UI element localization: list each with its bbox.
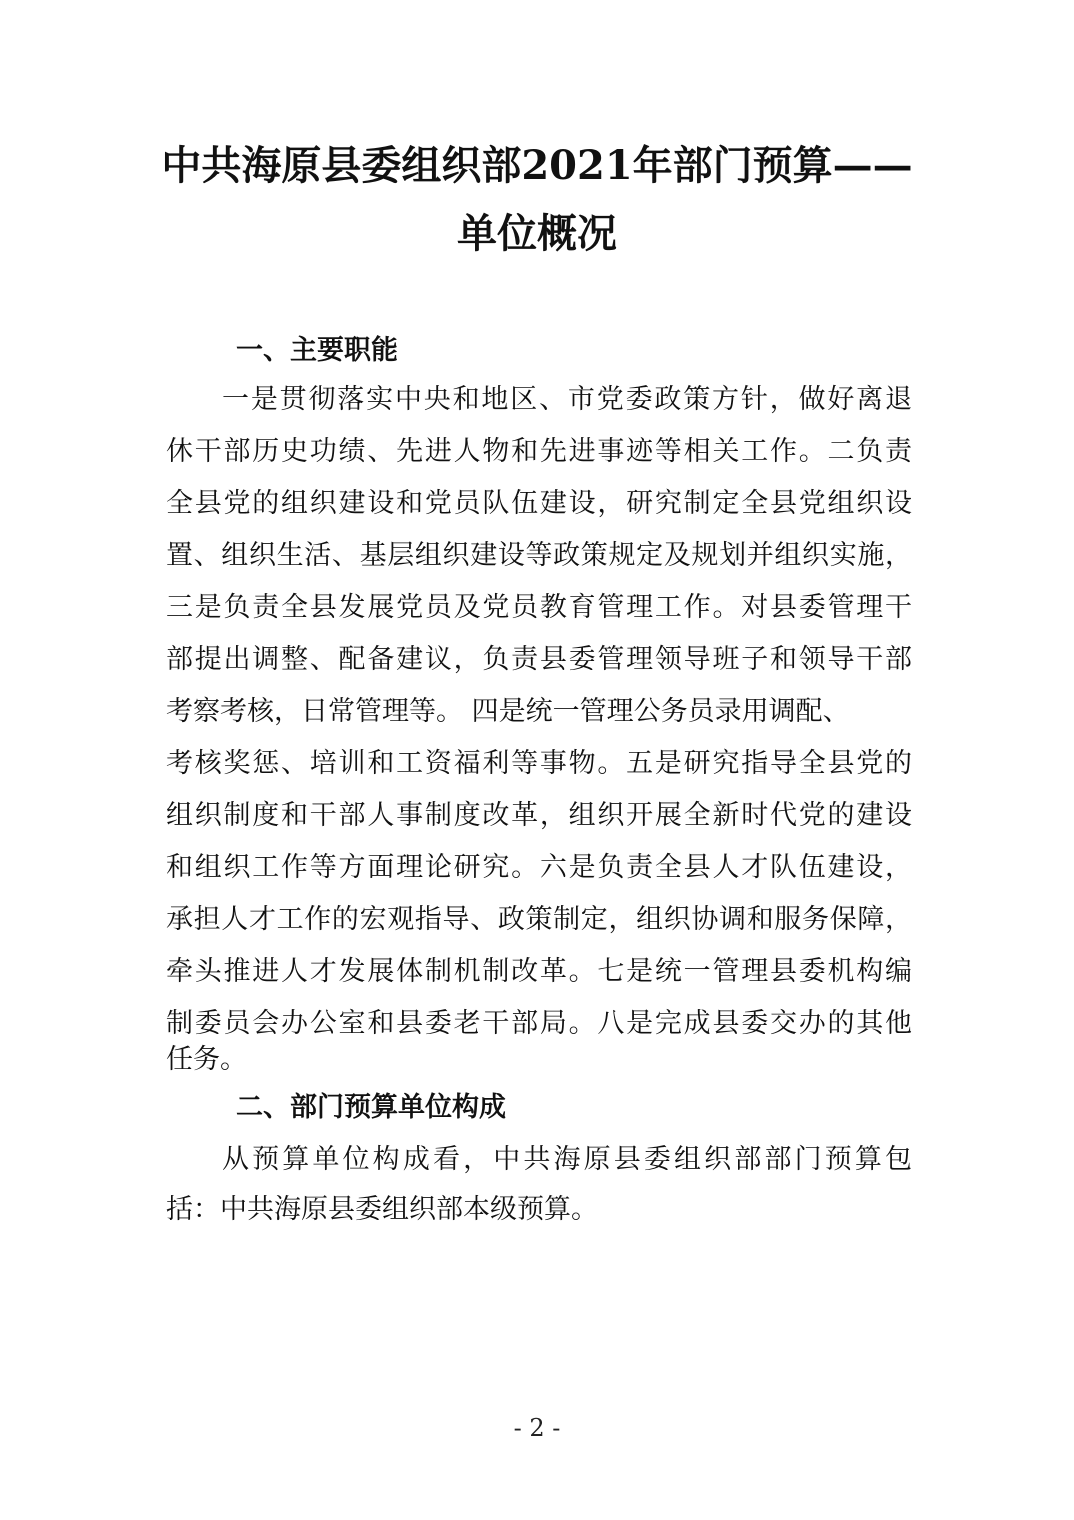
document-title-line-2: 单位概况 <box>457 210 617 257</box>
paragraph-line: 考核奖惩、培训和工资福利等事物。五是研究指导全县党的 <box>166 748 912 779</box>
section-heading-main-functions: 一、主要职能 <box>236 335 398 366</box>
paragraph-line: 置、组织生活、基层组织建设等政策规定及规划并组织实施， <box>166 540 912 571</box>
paragraph-line: 括：中共海原县委组织部本级预算。 <box>166 1194 598 1225</box>
paragraph-line: 一是贯彻落实中央和地区、市党委政策方针，做好离退 <box>222 384 912 415</box>
paragraph-line: 休干部历史功绩、先进人物和先进事迹等相关工作。二负责 <box>166 436 912 467</box>
section-heading-budget-units: 二、部门预算单位构成 <box>236 1092 506 1123</box>
paragraph-line: 牵头推进人才发展体制机制改革。七是统一管理县委机构编 <box>166 956 912 987</box>
paragraph-line: 考察考核，日常管理等。 四是统一管理公务员录用调配、 <box>166 696 850 727</box>
paragraph-line: 三是负责全县发展党员及党员教育管理工作。对县委管理干 <box>166 592 912 623</box>
document-title-line-1: 中共海原县委组织部2021年部门预算—— <box>161 142 913 189</box>
paragraph-line: 制委员会办公室和县委老干部局。八是完成县委交办的其他 <box>166 1008 912 1039</box>
paragraph-line: 从预算单位构成看，中共海原县委组织部部门预算包 <box>222 1144 912 1175</box>
paragraph-line: 全县党的组织建设和党员队伍建设，研究制定全县党组织设 <box>166 488 912 519</box>
paragraph-line: 和组织工作等方面理论研究。六是负责全县人才队伍建设， <box>166 852 912 883</box>
paragraph-line: 组织制度和干部人事制度改革，组织开展全新时代党的建设 <box>166 800 912 831</box>
page-number: - 2 - <box>513 1414 561 1442</box>
paragraph-line: 承担人才工作的宏观指导、政策制定，组织协调和服务保障， <box>166 904 912 935</box>
paragraph-line: 部提出调整、配备建议，负责县委管理领导班子和领导干部 <box>166 644 912 675</box>
paragraph-line: 任务。 <box>166 1044 247 1075</box>
